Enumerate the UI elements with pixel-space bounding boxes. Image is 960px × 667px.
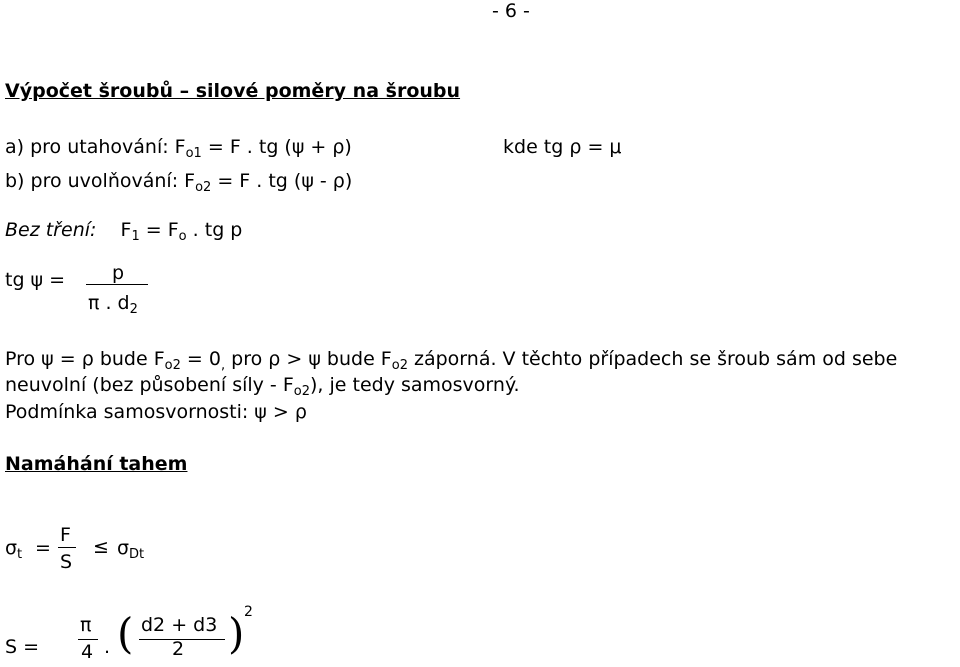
p1-t3: pro ρ > ψ bude F xyxy=(225,348,392,370)
area-left: S = xyxy=(5,636,40,658)
force-f-sub: 1 xyxy=(131,229,140,244)
paragraph-line-1 xyxy=(5,348,897,373)
sigma-relation: ≤ xyxy=(93,536,109,558)
sigma-eq: = xyxy=(35,537,51,559)
without-friction-label: Bez tření: xyxy=(5,219,97,241)
without-friction xyxy=(5,219,242,244)
area-left-paren: ( xyxy=(117,609,134,658)
p2-s1: o2 xyxy=(293,384,310,399)
p1-t2: = 0 xyxy=(180,348,221,370)
tg-psi-fraction-line xyxy=(86,284,148,285)
sigma-t: σ xyxy=(5,537,18,559)
sigma-numerator: F xyxy=(60,524,71,546)
line-tightening-label: a) pro utahování: F xyxy=(5,136,186,158)
paragraph-line-2 xyxy=(5,374,520,399)
force-eq: = F xyxy=(139,219,179,241)
p1-t4: záporná. V těchto případech se šroub sám od sebe xyxy=(407,348,898,370)
line-tightening xyxy=(5,136,352,161)
area-right-paren: ) xyxy=(228,609,245,658)
area-inner-denominator: 2 xyxy=(172,638,185,660)
tg-psi-numerator: p xyxy=(112,262,125,284)
line-tightening-sub: o1 xyxy=(185,146,202,161)
line-loosening-sub: o2 xyxy=(195,180,212,195)
heading-tension: Namáhání tahem xyxy=(5,453,188,475)
sigma-right xyxy=(117,537,144,562)
heading-screw-forces: Výpočet šroubů – silové poměry na šroubu xyxy=(5,80,461,102)
force-o-sub: o xyxy=(178,229,187,244)
line-loosening-expr: = F . tg (ψ - ρ) xyxy=(211,170,353,192)
force-tail: . tg p xyxy=(186,219,243,241)
line-tightening-expr: = F . tg (ψ + ρ) xyxy=(201,136,352,158)
sigma-fraction-line xyxy=(58,547,76,548)
p2-t1: neuvolní (bez působení síly - F xyxy=(5,374,294,396)
tg-psi-den-sub: 2 xyxy=(129,302,138,317)
tg-psi-denominator xyxy=(88,292,138,317)
force-f: F xyxy=(120,219,132,241)
sigma-denominator: S xyxy=(60,551,73,573)
area-inner-numerator: d2 + d3 xyxy=(141,614,218,636)
area-pi-line xyxy=(78,639,98,640)
tg-psi-den-text: π . d xyxy=(88,292,130,314)
area-dot: . xyxy=(104,636,111,658)
area-pi: π xyxy=(80,614,92,636)
sigma-dt-sub: Dt xyxy=(129,547,145,562)
p2-t2: ), je tedy samosvorný. xyxy=(310,374,520,396)
p1-t1: Pro ψ = ρ bude F xyxy=(5,348,165,370)
line-loosening-label: b) pro uvolňování: F xyxy=(5,170,196,192)
sigma-dt: σ xyxy=(117,537,130,559)
sigma-t-sub: t xyxy=(17,547,23,562)
tg-psi-left: tg ψ = xyxy=(5,269,66,291)
friction-definition: kde tg ρ = μ xyxy=(503,136,622,158)
p1-s2: o2 xyxy=(391,358,408,373)
page-number: - 6 - xyxy=(492,0,530,22)
area-exponent: 2 xyxy=(244,604,253,620)
line-loosening xyxy=(5,170,352,195)
p1-s1: o2 xyxy=(164,358,181,373)
p1-comma: , xyxy=(220,358,226,373)
self-locking-condition: Podmínka samosvornosti: ψ > ρ xyxy=(5,401,307,423)
area-four: 4 xyxy=(81,641,94,663)
sigma-left xyxy=(5,537,22,562)
